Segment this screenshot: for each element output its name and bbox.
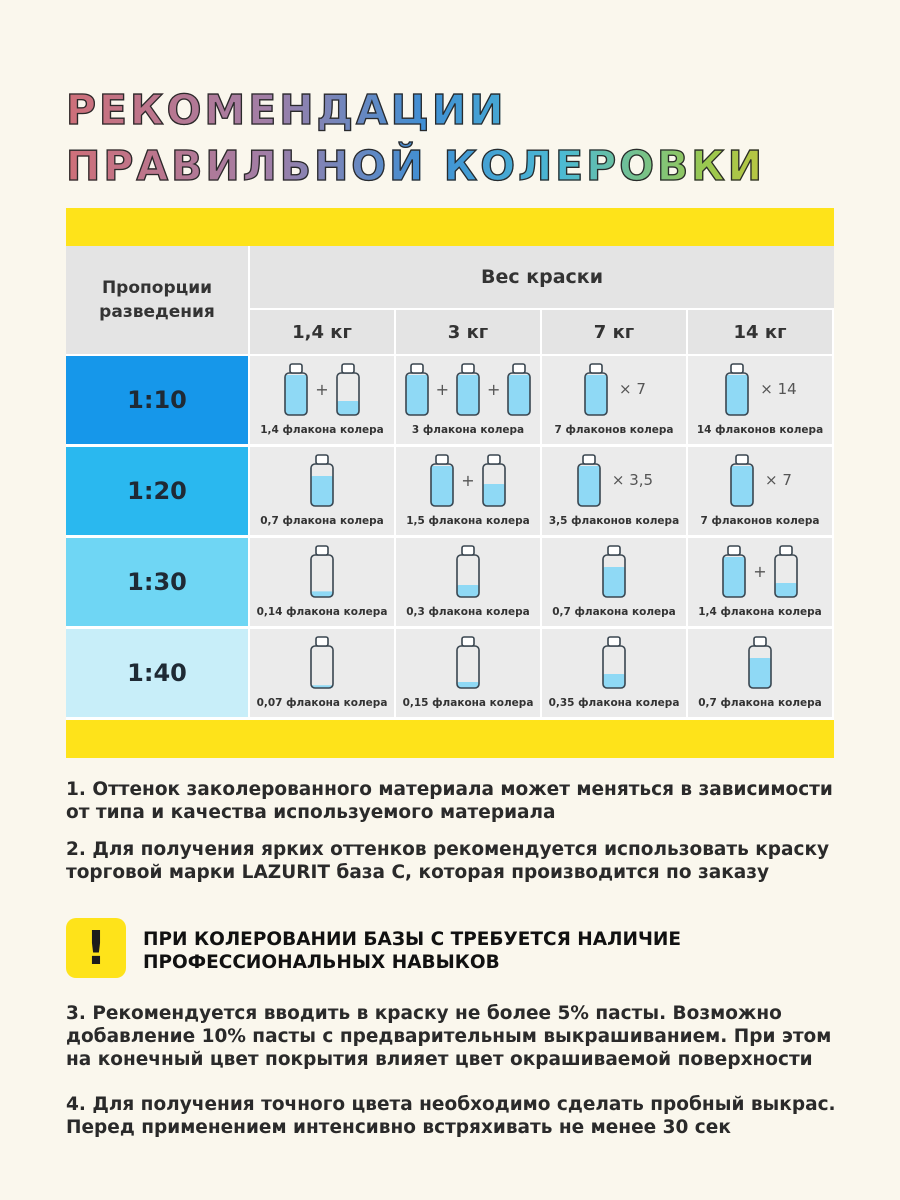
cell-caption: 3 флакона колера — [411, 424, 525, 436]
bottle-icon — [720, 543, 748, 599]
table-cell — [396, 629, 540, 717]
bottle-group — [250, 360, 394, 418]
bottle-group — [688, 451, 832, 509]
table-cell — [688, 538, 832, 626]
bottle-icon — [454, 634, 482, 690]
bottle-group — [688, 542, 832, 600]
bottle-icon — [480, 452, 508, 508]
note-1: 1. Оттенок заколерованного материала может меняться в зависимости от типа и качества используемого материала — [66, 779, 833, 823]
ratio-label: 1:30 — [66, 538, 248, 626]
bottle-group — [688, 360, 832, 418]
table-cell — [250, 356, 394, 444]
cell-caption: 1,4 флакона колера — [260, 424, 384, 436]
page-title — [66, 82, 866, 194]
bottle-icon — [282, 361, 310, 417]
multiplier-label: × 7 — [765, 471, 792, 489]
proportions-header: Пропорции разведения — [66, 246, 248, 354]
bottle-icon — [772, 543, 800, 599]
table-cell — [250, 538, 394, 626]
multiplier-label: × 7 — [619, 380, 646, 398]
table-cell — [688, 629, 832, 717]
table-cell — [542, 629, 686, 717]
cell-caption: 7 флаконов колера — [700, 515, 820, 527]
cell-caption: 0,14 флакона колера — [256, 606, 388, 618]
column-header: 1,4 кг — [250, 310, 394, 354]
note-2: 2. Для получения ярких оттенков рекомендуется использовать краску торговой марки LAZURIT база С, которая производится по заказу — [66, 839, 830, 883]
table-cell — [542, 356, 686, 444]
bottle-group — [250, 633, 394, 691]
table-cell — [396, 356, 540, 444]
bottle-group — [250, 451, 394, 509]
cell-caption: 1,5 флакона колера — [406, 515, 530, 527]
multiplier-label: × 3,5 — [611, 471, 654, 489]
table-cell — [250, 447, 394, 535]
bottle-group — [542, 542, 686, 600]
ratio-label: 1:10 — [66, 356, 248, 444]
table-cell — [396, 538, 540, 626]
note-4: 4. Для получения точного цвета необходимо сделать пробный выкрас. Перед применением интенсивно встряхивать не менее 30 сек — [66, 1094, 836, 1138]
plus-icon: + — [487, 379, 501, 399]
bottle-icon — [454, 543, 482, 599]
cell-caption: 0,35 флакона колера — [548, 697, 680, 709]
table-cell — [688, 447, 832, 535]
table-cell — [250, 629, 394, 717]
cell-caption: 0,7 флакона колера — [698, 697, 822, 709]
bottle-icon — [746, 634, 774, 690]
table-cell — [542, 538, 686, 626]
column-header: 3 кг — [396, 310, 540, 354]
bottle-group — [250, 542, 394, 600]
bottle-group — [542, 360, 686, 418]
warning-mark: ! — [85, 921, 107, 975]
title-line-1: РЕКОМЕНДАЦИИ — [66, 82, 866, 138]
cell-caption: 0,7 флакона колера — [260, 515, 384, 527]
table-cell — [396, 447, 540, 535]
bottle-icon — [575, 452, 603, 508]
note-3: 3. Рекомендуется вводить в краску не более 5% пасты. Возможно добавление 10% пасты с предварительным выкрашиванием. При этом на конечный цвет покрытия влияет цвет окрашиваемой поверхности — [66, 1003, 832, 1070]
bottle-icon — [582, 361, 610, 417]
dilution-table — [66, 246, 834, 720]
bottle-group — [396, 360, 540, 418]
bottle-icon — [600, 543, 628, 599]
bottle-group — [396, 451, 540, 509]
bottle-icon — [723, 361, 751, 417]
bottle-group — [396, 633, 540, 691]
bottle-group — [396, 542, 540, 600]
cell-caption: 3,5 флаконов колера — [548, 515, 680, 527]
table-cell — [688, 356, 832, 444]
bottle-icon — [403, 361, 431, 417]
ratio-label: 1:20 — [66, 447, 248, 535]
warning-text: ПРИ КОЛЕРОВАНИИ БАЗЫ С ТРЕБУЕТСЯ НАЛИЧИЕ ПРОФЕССИОНАЛЬНЫХ НАВЫКОВ — [143, 929, 682, 973]
cell-caption: 0,07 флакона колера — [256, 697, 388, 709]
bottle-group — [542, 633, 686, 691]
title-line-2: ПРАВИЛЬНОЙ КОЛЕРОВКИ — [66, 138, 866, 194]
column-header: 7 кг — [542, 310, 686, 354]
cell-caption: 0,7 флакона колера — [552, 606, 676, 618]
bottle-icon — [308, 543, 336, 599]
multiplier-label: × 14 — [760, 380, 797, 398]
exclamation-icon — [66, 918, 126, 978]
bottle-group — [542, 451, 686, 509]
cell-caption: 0,15 флакона колера — [402, 697, 534, 709]
bottle-icon — [505, 361, 533, 417]
plus-icon: + — [461, 470, 475, 490]
cell-caption: 7 флаконов колера — [554, 424, 674, 436]
bottle-icon — [454, 361, 482, 417]
bottom-yellow-band — [66, 720, 834, 758]
bottle-icon — [600, 634, 628, 690]
ratio-label: 1:40 — [66, 629, 248, 717]
cell-caption: 0,3 флакона колера — [406, 606, 530, 618]
bottle-icon — [334, 361, 362, 417]
column-header: 14 кг — [688, 310, 832, 354]
weight-header: Вес краски — [250, 246, 834, 308]
bottle-icon — [308, 452, 336, 508]
top-yellow-band — [66, 208, 834, 246]
bottle-icon — [308, 634, 336, 690]
plus-icon: + — [315, 379, 329, 399]
table-cell — [542, 447, 686, 535]
bottle-icon — [428, 452, 456, 508]
plus-icon: + — [435, 379, 449, 399]
cell-caption: 1,4 флакона колера — [698, 606, 822, 618]
cell-caption: 14 флаконов колера — [696, 424, 824, 436]
plus-icon: + — [753, 561, 767, 581]
bottle-icon — [728, 452, 756, 508]
bottle-group — [688, 633, 832, 691]
